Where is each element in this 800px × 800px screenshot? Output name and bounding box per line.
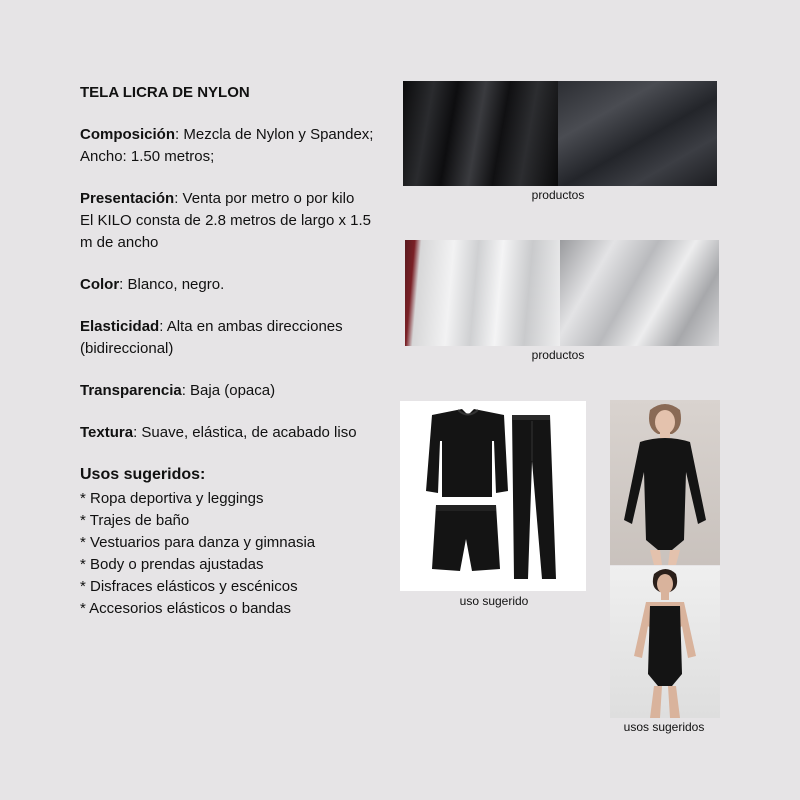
caption-usos-sugeridos: usos sugeridos	[623, 720, 705, 734]
composicion-section	[80, 124, 400, 168]
presentacion-value: : Venta por metro o por kilo	[174, 190, 355, 207]
color-label: Color	[80, 276, 120, 293]
color-value: : Blanco, negro.	[119, 276, 225, 293]
ancho-value: Ancho: 1.50 metros;	[80, 148, 215, 165]
presentacion-section	[80, 188, 400, 254]
white-fabric-photo-1	[405, 240, 560, 346]
textura-section	[80, 422, 400, 444]
list-item: * Disfraces elásticos y escénicos	[80, 578, 298, 595]
black-fabric-photo-1	[403, 81, 558, 186]
elasticidad-label: Elasticidad	[80, 318, 160, 335]
white-fabric-photo-2	[560, 240, 719, 346]
black-fabric-photo-2	[558, 81, 717, 186]
usos-heading: Usos sugeridos:	[80, 466, 206, 483]
elasticidad-section	[80, 316, 400, 360]
product-description	[80, 82, 400, 620]
caption-productos-white: productos	[531, 348, 585, 362]
composicion-value: : Mezcla de Nylon y Spandex;	[175, 126, 374, 143]
transparencia-label: Transparencia	[80, 382, 182, 399]
usos-list	[80, 488, 400, 620]
list-item: * Body o prendas ajustadas	[80, 556, 264, 573]
transparencia-value: : Baja (opaca)	[181, 382, 276, 399]
presentacion-label: Presentación	[80, 190, 175, 207]
list-item: * Trajes de baño	[80, 512, 190, 529]
composicion-label: Composición	[80, 126, 176, 143]
presentacion-ancho-line: m de ancho	[80, 234, 159, 251]
transparencia-section	[80, 380, 400, 402]
tank-bodysuit-photo	[610, 566, 720, 718]
textura-label: Textura	[80, 424, 134, 441]
elasticidad-value: : Alta en ambas direcciones	[159, 318, 343, 335]
list-item: * Ropa deportiva y leggings	[80, 490, 264, 507]
list-item: * Accesorios elásticos o bandas	[80, 600, 291, 617]
long-sleeve-bodysuit-photo	[610, 400, 720, 565]
product-title: TELA LICRA DE NYLON	[80, 84, 250, 101]
caption-productos-black: productos	[531, 188, 585, 202]
presentacion-kilo-line: El KILO consta de 2.8 metros de largo x 1.5	[80, 212, 371, 229]
elasticidad-detail: (bidireccional)	[80, 340, 174, 357]
sportswear-set-photo	[400, 401, 586, 591]
color-section	[80, 274, 400, 296]
textura-value: : Suave, elástica, de acabado liso	[133, 424, 357, 441]
caption-uso-sugerido: uso sugerido	[459, 594, 529, 608]
list-item: * Vestuarios para danza y gimnasia	[80, 534, 316, 551]
